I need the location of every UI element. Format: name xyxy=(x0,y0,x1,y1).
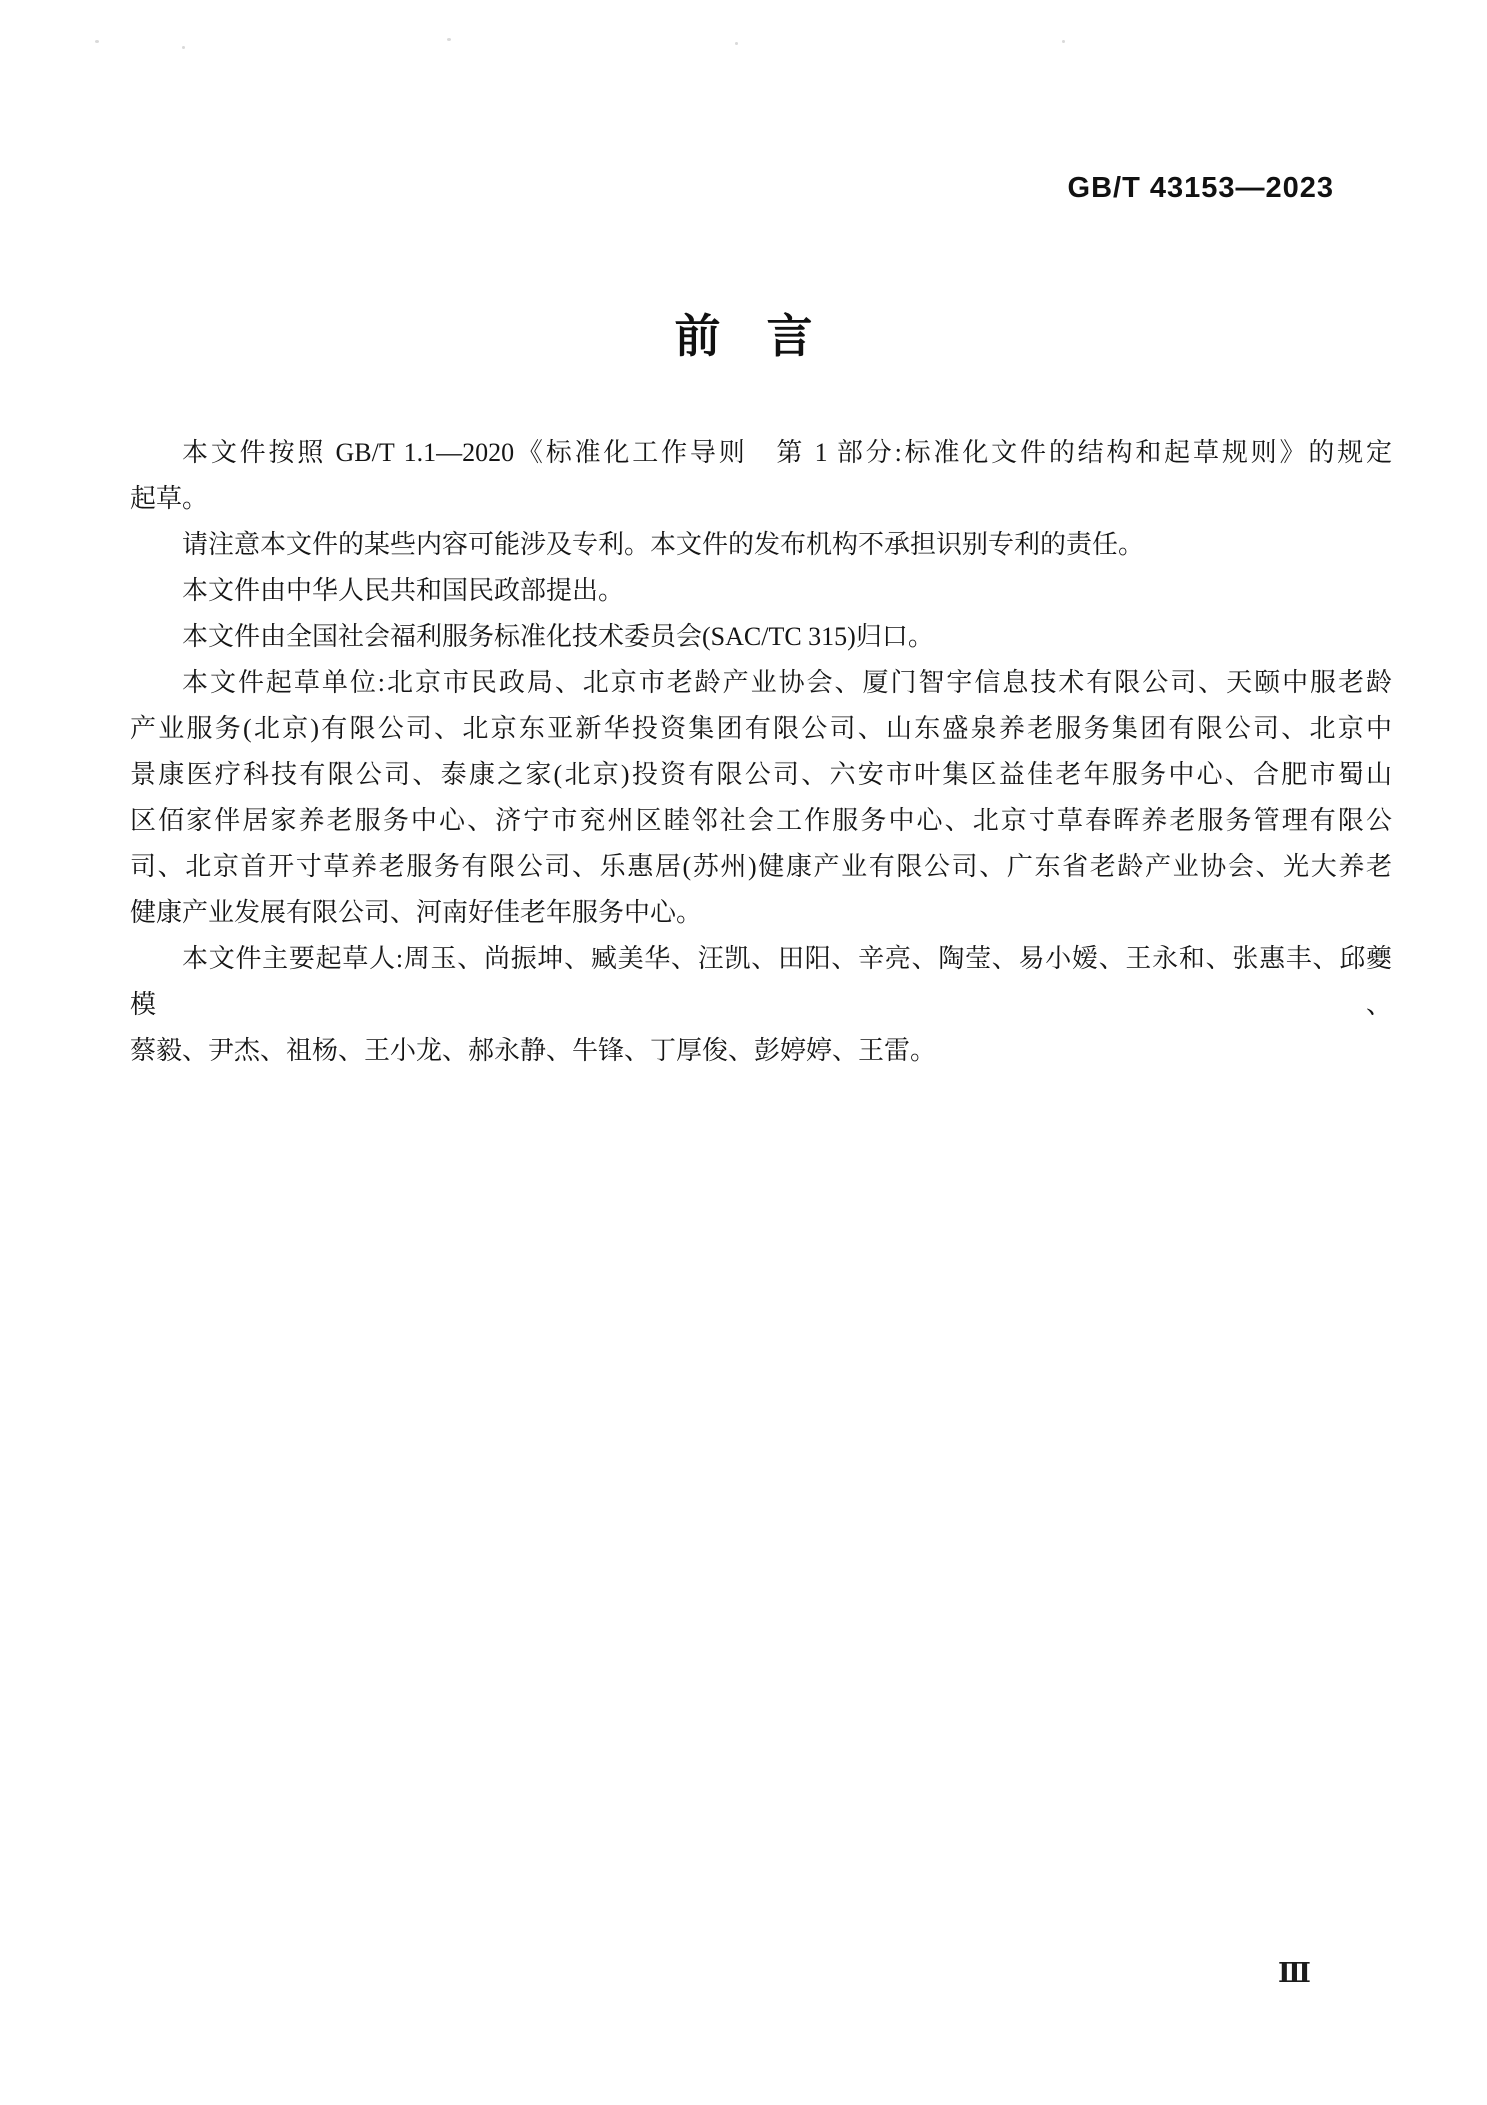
body-line: 健康产业发展有限公司、河南好佳老年服务中心。 xyxy=(130,898,703,927)
foreword-title: 前 言 xyxy=(674,310,813,362)
body-line: 本文件起草单位:北京市民政局、北京市老龄产业协会、厦门智宇信息技术有限公司、天颐中服老龄 xyxy=(182,668,1392,697)
body-line: 本文件由中华人民共和国民政部提出。 xyxy=(182,576,625,605)
scan-artifact xyxy=(447,38,451,41)
scan-artifact xyxy=(1062,40,1065,43)
page-number: Ⅲ xyxy=(1278,1958,1311,1988)
body-line: 司、北京首开寸草养老服务有限公司、乐惠居(苏州)健康产业有限公司、广东省老龄产业协会、光大养老 xyxy=(130,852,1392,881)
body-line: 请注意本文件的某些内容可能涉及专利。本文件的发布机构不承担识别专利的责任。 xyxy=(182,530,1145,559)
body-line: 本文件按照 GB/T 1.1—2020《标准化工作导则 第 1 部分:标准化文件的结构和起草规则》的规定 xyxy=(182,438,1392,467)
body-line: 起草。 xyxy=(130,484,209,513)
scan-artifact xyxy=(95,40,99,43)
body-line: 本文件主要起草人:周玉、尚振坤、臧美华、汪凯、田阳、辛亮、陶莹、易小嫒、王永和、张惠丰、邱夔模、 xyxy=(130,944,1392,1019)
body-line: 蔡毅、尹杰、祖杨、王小龙、郝永静、牛锋、丁厚俊、彭婷婷、王雷。 xyxy=(130,1036,937,1065)
body-line: 区佰家伴居家养老服务中心、济宁市兖州区睦邻社会工作服务中心、北京寸草春晖养老服务管理有限公 xyxy=(130,806,1392,835)
foreword-body xyxy=(130,430,1392,1074)
scan-artifact xyxy=(735,42,738,45)
scan-artifact xyxy=(182,46,185,49)
body-line: 景康医疗科技有限公司、泰康之家(北京)投资有限公司、六安市叶集区益佳老年服务中心、合肥市蜀山 xyxy=(130,760,1392,789)
standard-code: GB/T 43153—2023 xyxy=(1067,172,1334,204)
body-line: 本文件由全国社会福利服务标准化技术委员会(SAC/TC 315)归口。 xyxy=(182,622,934,651)
body-line: 产业服务(北京)有限公司、北京东亚新华投资集团有限公司、山东盛泉养老服务集团有限公司、北京中 xyxy=(130,714,1392,743)
